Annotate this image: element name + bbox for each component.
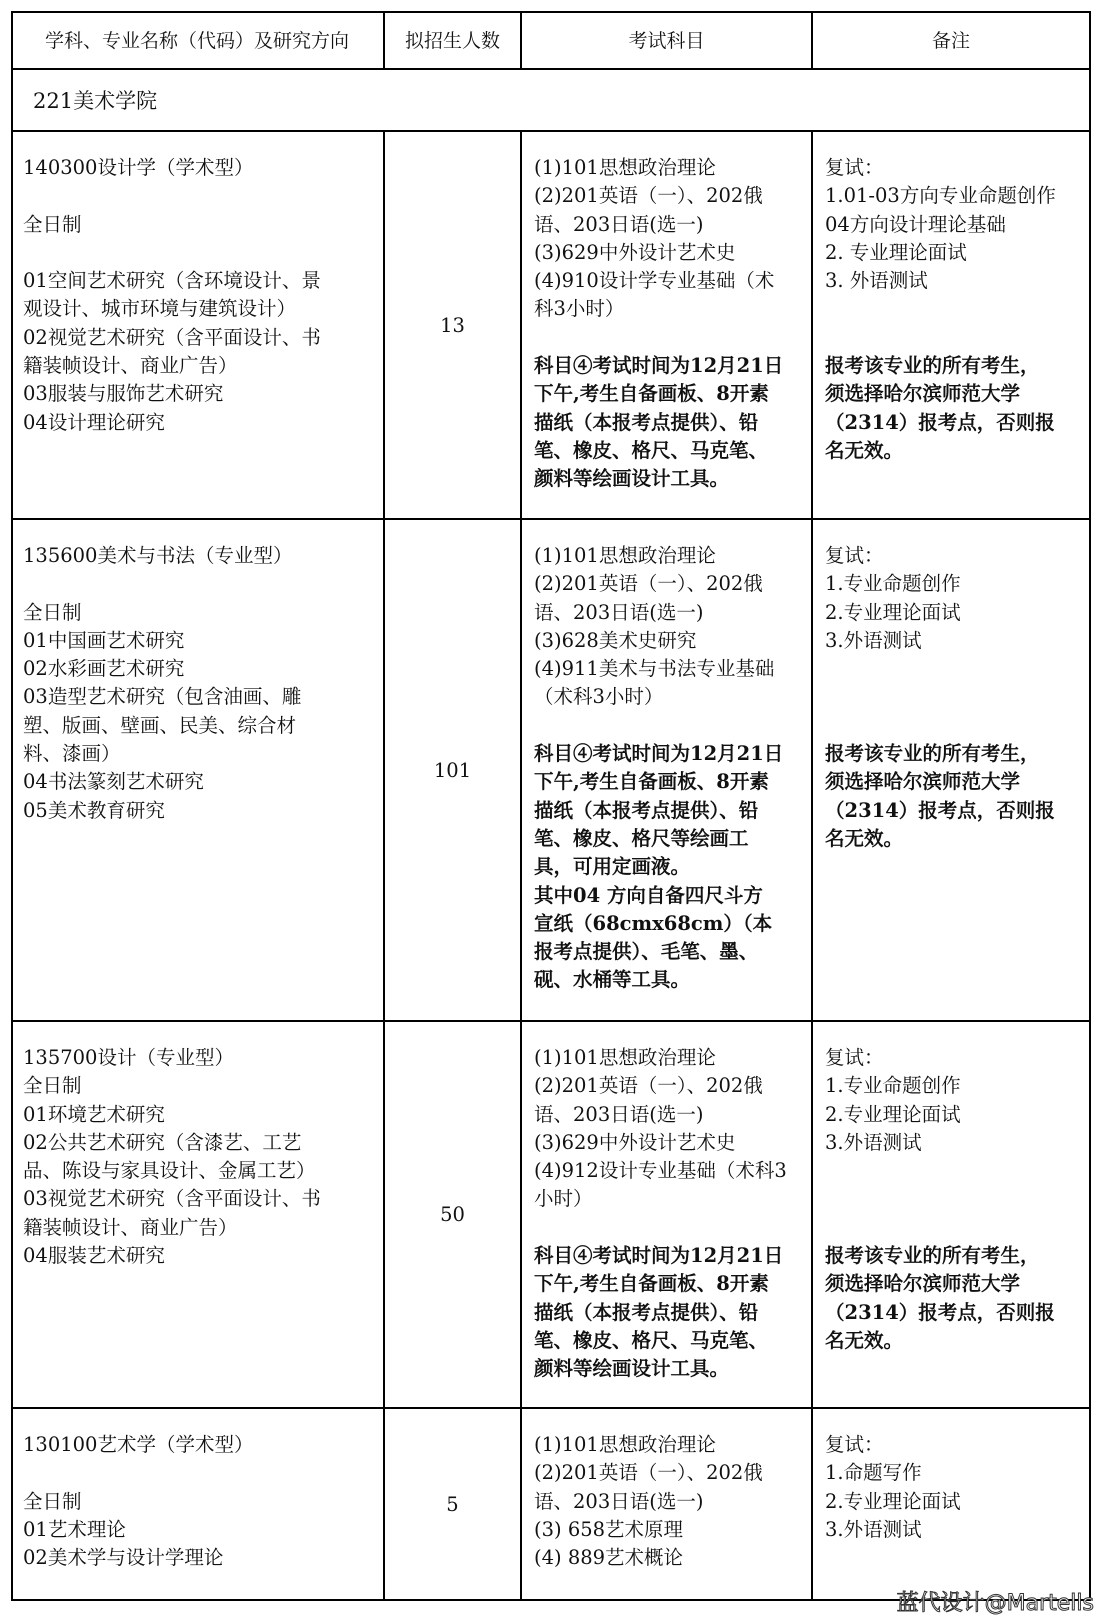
exam-line: (4)910设计学专业基础（术 xyxy=(534,269,775,293)
remark-line: 3.外语测试 xyxy=(825,628,922,652)
exam-line: （术科3小时） xyxy=(534,685,664,709)
exams-cell xyxy=(522,132,813,520)
quota-cell: 50 xyxy=(385,1022,522,1409)
exam-line: (2)201英语（一）、202俄 xyxy=(534,1461,763,1485)
exam-note-line: 笔、橡皮、格尺等绘画工 xyxy=(534,826,749,850)
exam-note-line: 砚、水桶等工具。 xyxy=(534,968,691,992)
exam-note-line: 颜料等绘画设计工具。 xyxy=(534,1357,730,1381)
exam-line: (1)101思想政治理论 xyxy=(534,1046,716,1069)
exam-line: (3)629中外设计艺术史 xyxy=(534,240,736,264)
exam-line: (2)201英语（一）、202俄 xyxy=(534,184,763,208)
remark-line: 3. 外语测试 xyxy=(825,269,928,293)
exam-note-line: 笔、橡皮、格尺、马克笔、 xyxy=(534,1328,769,1352)
remark-line: 1.命题写作 xyxy=(825,1461,922,1485)
exam-line: 科3小时） xyxy=(534,297,625,321)
blank-line xyxy=(23,1459,383,1487)
remark-line: 复试： xyxy=(825,1046,884,1069)
exam-note-line: 下午,考生自备画板、8开素 xyxy=(534,382,769,406)
exam-line: (4) 889艺术概论 xyxy=(534,1546,684,1570)
blank-line xyxy=(23,570,383,598)
exam-note-line: 科目④考试时间为12月21日 xyxy=(534,354,784,378)
exam-line: 语、203日语(选一) xyxy=(534,212,704,236)
program-line: 01环境艺术研究 xyxy=(23,1102,165,1126)
program-line: 全日制 xyxy=(23,1489,82,1513)
program-line: 品、陈设与家具设计、金属工艺） xyxy=(23,1159,316,1183)
remark-line: 复试： xyxy=(825,1433,884,1456)
header-exams: 考试科目 xyxy=(522,11,813,70)
quota-cell: 101 xyxy=(385,520,522,1022)
exam-note-line: 笔、橡皮、格尺、马克笔、 xyxy=(534,438,769,462)
blank-line xyxy=(825,712,1089,740)
exam-line: (1)101思想政治理论 xyxy=(534,156,716,179)
header-remarks: 备注 xyxy=(813,11,1091,70)
remarks-cell xyxy=(813,1022,1091,1409)
remark-note-line: （2314）报考点，否则报 xyxy=(825,410,1055,434)
exam-line: 语、203日语(选一) xyxy=(534,1102,704,1126)
exam-note-line: 科目④考试时间为12月21日 xyxy=(534,742,784,766)
program-cell xyxy=(11,520,385,1022)
remark-line: 1.专业命题创作 xyxy=(825,572,961,596)
blank-line xyxy=(534,324,811,352)
exam-line: (3)629中外设计艺术史 xyxy=(534,1130,736,1154)
exam-note-line: 科目④考试时间为12月21日 xyxy=(534,1244,784,1268)
program-line: 全日制 xyxy=(23,600,82,624)
quota-cell: 13 xyxy=(385,132,522,520)
remark-note-line: 报考该专业的所有考生， xyxy=(825,742,1040,766)
program-line: 03视觉艺术研究（含平面设计、书 xyxy=(23,1187,321,1211)
remark-note-line: （2314）报考点，否则报 xyxy=(825,798,1055,822)
exam-line: (3)628美术史研究 xyxy=(534,628,697,652)
program-line: 02公共艺术研究（含漆艺、工艺 xyxy=(23,1130,302,1154)
exam-line: (4)911美术与书法专业基础 xyxy=(534,657,775,681)
remarks-cell xyxy=(813,132,1091,520)
remark-note-line: 须选择哈尔滨师范大学 xyxy=(825,382,1021,406)
remark-line: 3.外语测试 xyxy=(825,1130,922,1154)
exam-line: (2)201英语（一）、202俄 xyxy=(534,572,763,596)
blank-line xyxy=(825,1185,1089,1213)
exam-note-line: 描纸（本报考点提供）、铅 xyxy=(534,1300,759,1324)
remark-note-line: 名无效。 xyxy=(825,1328,904,1352)
exam-note-line: 宣纸（68cmx68cm）（本 xyxy=(534,911,773,935)
exam-note-line: 具，可用定画液。 xyxy=(534,855,691,879)
program-cell xyxy=(11,1409,385,1601)
remark-line: 复试： xyxy=(825,156,884,179)
exam-line: (3) 658艺术原理 xyxy=(534,1517,684,1541)
program-line: 04服装艺术研究 xyxy=(23,1244,165,1268)
program-line: 塑、版画、壁画、民美、综合材 xyxy=(23,713,297,737)
blank-line xyxy=(23,239,383,267)
program-line: 籍装帧设计、商业广告） xyxy=(23,354,238,378)
program-cell xyxy=(11,1022,385,1409)
program-cell xyxy=(11,132,385,520)
exam-line: (1)101思想政治理论 xyxy=(534,544,716,567)
program-line: 全日制 xyxy=(23,1074,82,1098)
exam-note-line: 下午,考生自备画板、8开素 xyxy=(534,1272,769,1296)
program-line: 籍装帧设计、商业广告） xyxy=(23,1215,238,1239)
program-line: 02视觉艺术研究（含平面设计、书 xyxy=(23,325,321,349)
watermark: 蓝代设计@Martells xyxy=(896,1591,1094,1616)
program-line: 130100艺术学（学术型） xyxy=(23,1433,254,1456)
program-line: 140300设计学（学术型） xyxy=(23,156,254,179)
exam-line: (4)912设计专业基础（术科3 xyxy=(534,1159,787,1183)
remark-line: 04方向设计理论基础 xyxy=(825,212,1006,236)
exam-line: 语、203日语(选一) xyxy=(534,600,704,624)
admissions-table xyxy=(11,11,1091,1601)
remark-line: 复试： xyxy=(825,544,884,567)
remarks-cell xyxy=(813,520,1091,1022)
program-line: 135600美术与书法（专业型） xyxy=(23,544,293,567)
header-quota: 拟招生人数 xyxy=(385,11,522,70)
remark-line: 1.01-03方向专业命题创作 xyxy=(825,184,1056,208)
header-program: 学科、专业名称（代码）及研究方向 xyxy=(11,11,385,70)
exams-cell xyxy=(522,1022,813,1409)
exam-line: 语、203日语(选一) xyxy=(534,1489,704,1513)
blank-line xyxy=(23,182,383,210)
exams-cell xyxy=(522,1409,813,1601)
program-line: 01艺术理论 xyxy=(23,1517,126,1541)
remark-line: 2.专业理论面试 xyxy=(825,1489,961,1513)
remark-line: 2. 专业理论面试 xyxy=(825,240,967,264)
remark-line: 1.专业命题创作 xyxy=(825,1074,961,1098)
program-line: 观设计、城市环境与建筑设计） xyxy=(23,297,297,321)
exam-note-line: 其中04 方向自备四尺斗方 xyxy=(534,883,763,907)
remark-note-line: 须选择哈尔滨师范大学 xyxy=(825,1272,1021,1296)
blank-line xyxy=(825,683,1089,711)
program-line: 03服装与服饰艺术研究 xyxy=(23,382,224,406)
exam-note-line: 描纸（本报考点提供）、铅 xyxy=(534,798,759,822)
remark-note-line: 报考该专业的所有考生， xyxy=(825,1244,1040,1268)
blank-line xyxy=(825,324,1089,352)
program-line: 01中国画艺术研究 xyxy=(23,628,185,652)
program-line: 料、漆画） xyxy=(23,742,121,766)
program-line: 05美术教育研究 xyxy=(23,798,165,822)
exam-note-line: 报考点提供）、毛笔、墨、 xyxy=(534,940,759,964)
program-line: 全日制 xyxy=(23,212,82,236)
blank-line xyxy=(825,1157,1089,1185)
exams-cell xyxy=(522,520,813,1022)
exam-note-line: 下午,考生自备画板、8开素 xyxy=(534,770,769,794)
exam-line: (2)201英语（一）、202俄 xyxy=(534,1074,763,1098)
exam-note-line: 描纸（本报考点提供）、铅 xyxy=(534,410,759,434)
remark-note-line: 报考该专业的所有考生， xyxy=(825,354,1040,378)
program-line: 04设计理论研究 xyxy=(23,410,165,434)
exam-note-line: 颜料等绘画设计工具。 xyxy=(534,467,730,491)
remark-line: 2.专业理论面试 xyxy=(825,1102,961,1126)
college-name: 221美术学院 xyxy=(11,70,1091,132)
remark-note-line: （2314）报考点，否则报 xyxy=(825,1300,1055,1324)
remark-note-line: 名无效。 xyxy=(825,438,904,462)
remarks-cell xyxy=(813,1409,1091,1601)
quota-cell: 5 xyxy=(385,1409,522,1601)
remark-line: 3.外语测试 xyxy=(825,1517,922,1541)
blank-line xyxy=(534,1214,811,1242)
exam-line: 小时） xyxy=(534,1187,593,1211)
blank-line xyxy=(825,295,1089,323)
remark-note-line: 须选择哈尔滨师范大学 xyxy=(825,770,1021,794)
blank-line xyxy=(825,1214,1089,1242)
exam-line: (1)101思想政治理论 xyxy=(534,1433,716,1456)
program-line: 135700设计（专业型） xyxy=(23,1046,234,1069)
program-line: 04书法篆刻艺术研究 xyxy=(23,770,204,794)
program-line: 02水彩画艺术研究 xyxy=(23,657,185,681)
blank-line xyxy=(825,655,1089,683)
remark-line: 2.专业理论面试 xyxy=(825,600,961,624)
program-line: 01空间艺术研究（含环境设计、景 xyxy=(23,269,321,293)
program-line: 03造型艺术研究（包含油画、雕 xyxy=(23,685,302,709)
remark-note-line: 名无效。 xyxy=(825,826,904,850)
blank-line xyxy=(534,712,811,740)
program-line: 02美术学与设计学理论 xyxy=(23,1546,224,1570)
